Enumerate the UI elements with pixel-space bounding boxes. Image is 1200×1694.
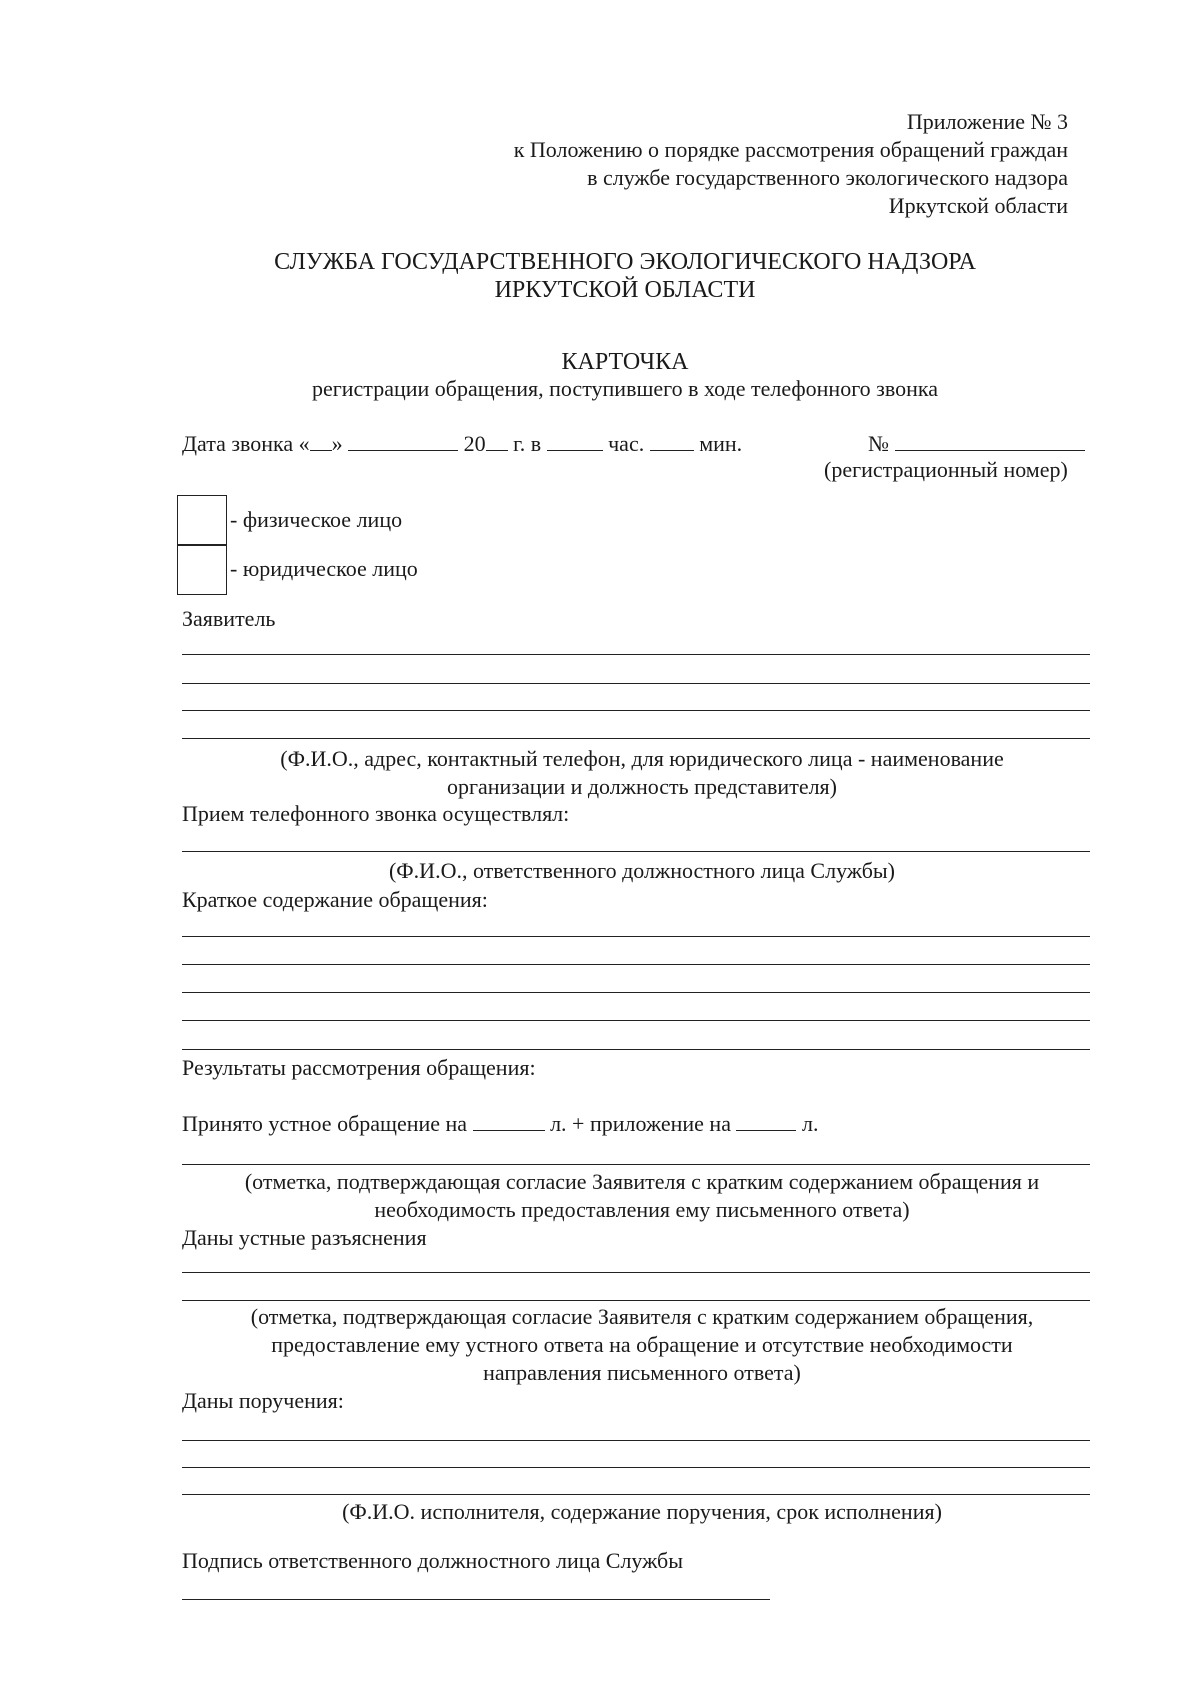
appendix-line-2: к Положению о порядке рассмотрения обращений граждан	[513, 137, 1068, 162]
accepted-prefix: Принято устное обращение на	[182, 1111, 468, 1136]
applicant-caption-line-2: организации и должность представителя)	[446, 774, 838, 799]
applicant-line-1[interactable]	[182, 654, 1090, 655]
reg-number-blank[interactable]	[895, 432, 1085, 451]
individual-label: - физическое лицо	[230, 507, 403, 532]
day-blank[interactable]	[310, 432, 332, 451]
instructions-caption: (Ф.И.О. исполнителя, содержание поручения, срок исполнения)	[342, 1499, 942, 1524]
results-label: Результаты рассмотрения обращения:	[182, 1055, 536, 1080]
results-caption-line-2: необходимость предоставления ему письменного ответа)	[374, 1197, 910, 1222]
summary-line-5[interactable]	[182, 1049, 1090, 1050]
receiver-line[interactable]	[182, 851, 1090, 852]
oral-caption-line-3: направления письменного ответа)	[483, 1360, 801, 1385]
individual-checkbox[interactable]	[177, 495, 227, 545]
close-quote: »	[331, 431, 343, 456]
number-sign: №	[868, 431, 889, 456]
results-caption-line-1: (отметка, подтверждающая согласие Заявителя с кратким содержанием обращения и	[244, 1169, 1040, 1194]
year-prefix: 20	[463, 431, 486, 456]
month-blank[interactable]	[348, 432, 458, 451]
accepted-mid: л. + приложение на	[550, 1111, 731, 1136]
summary-line-3[interactable]	[182, 992, 1090, 993]
agency-title-line-2: ИРКУТСКОЙ ОБЛАСТИ	[494, 277, 756, 303]
appendix-line-1: Приложение № 3	[906, 109, 1068, 134]
summary-line-4[interactable]	[182, 1020, 1090, 1021]
signature-label: Подпись ответственного должностного лица Службы	[182, 1548, 684, 1573]
instructions-line-3[interactable]	[182, 1494, 1090, 1495]
instructions-label: Даны поручения:	[182, 1388, 344, 1413]
receiver-caption: (Ф.И.О., ответственного должностного лица Службы)	[388, 858, 896, 883]
minutes-label: мин.	[699, 431, 743, 456]
card-title: КАРТОЧКА	[561, 349, 689, 375]
legal-entity-label: - юридическое лицо	[230, 556, 418, 581]
applicant-line-4[interactable]	[182, 738, 1090, 739]
call-date-line	[182, 432, 742, 455]
hours-blank[interactable]	[547, 432, 603, 451]
accepted-pages-blank[interactable]	[473, 1112, 545, 1131]
summary-label: Краткое содержание обращения:	[182, 887, 488, 912]
reg-number-caption: (регистрационный номер)	[824, 457, 1068, 482]
accepted-line	[182, 1112, 818, 1135]
appendix-line-3: в службе государственного экологического надзора	[587, 165, 1068, 190]
agency-title-line-1: СЛУЖБА ГОСУДАРСТВЕННОГО ЭКОЛОГИЧЕСКОГО НАДЗОРА	[274, 249, 976, 275]
appendix-line-4: Иркутской области	[888, 193, 1068, 218]
applicant-line-2[interactable]	[182, 683, 1090, 684]
legal-entity-checkbox[interactable]	[177, 545, 227, 595]
summary-line-1[interactable]	[182, 936, 1090, 937]
summary-line-2[interactable]	[182, 964, 1090, 965]
instructions-line-2[interactable]	[182, 1467, 1090, 1468]
card-subtitle: регистрации обращения, поступившего в ходе телефонного звонка	[311, 376, 938, 401]
applicant-caption-line-1: (Ф.И.О., адрес, контактный телефон, для юридического лица - наименование	[280, 746, 1004, 771]
oral-line-1[interactable]	[182, 1272, 1090, 1273]
signature-line[interactable]	[182, 1599, 770, 1600]
minutes-blank[interactable]	[650, 432, 694, 451]
attachment-pages-blank[interactable]	[736, 1112, 796, 1131]
instructions-line-1[interactable]	[182, 1440, 1090, 1441]
reg-number-field	[868, 432, 1085, 455]
receiver-label: Прием телефонного звонка осуществлял:	[182, 801, 570, 826]
results-line[interactable]	[182, 1164, 1090, 1165]
accepted-suffix: л.	[801, 1111, 819, 1136]
year-suffix: г. в	[513, 431, 542, 456]
oral-line-2[interactable]	[182, 1300, 1090, 1301]
hours-label: час.	[608, 431, 645, 456]
applicant-line-3[interactable]	[182, 710, 1090, 711]
oral-caption-line-1: (отметка, подтверждающая согласие Заявителя с кратким содержанием обращения,	[250, 1304, 1034, 1329]
oral-label: Даны устные разъяснения	[182, 1225, 427, 1250]
applicant-label: Заявитель	[182, 606, 276, 631]
call-date-label: Дата звонка «	[182, 431, 310, 456]
oral-caption-line-2: предоставление ему устного ответа на обращение и отсутствие необходимости	[271, 1332, 1013, 1357]
year-blank[interactable]	[486, 432, 508, 451]
